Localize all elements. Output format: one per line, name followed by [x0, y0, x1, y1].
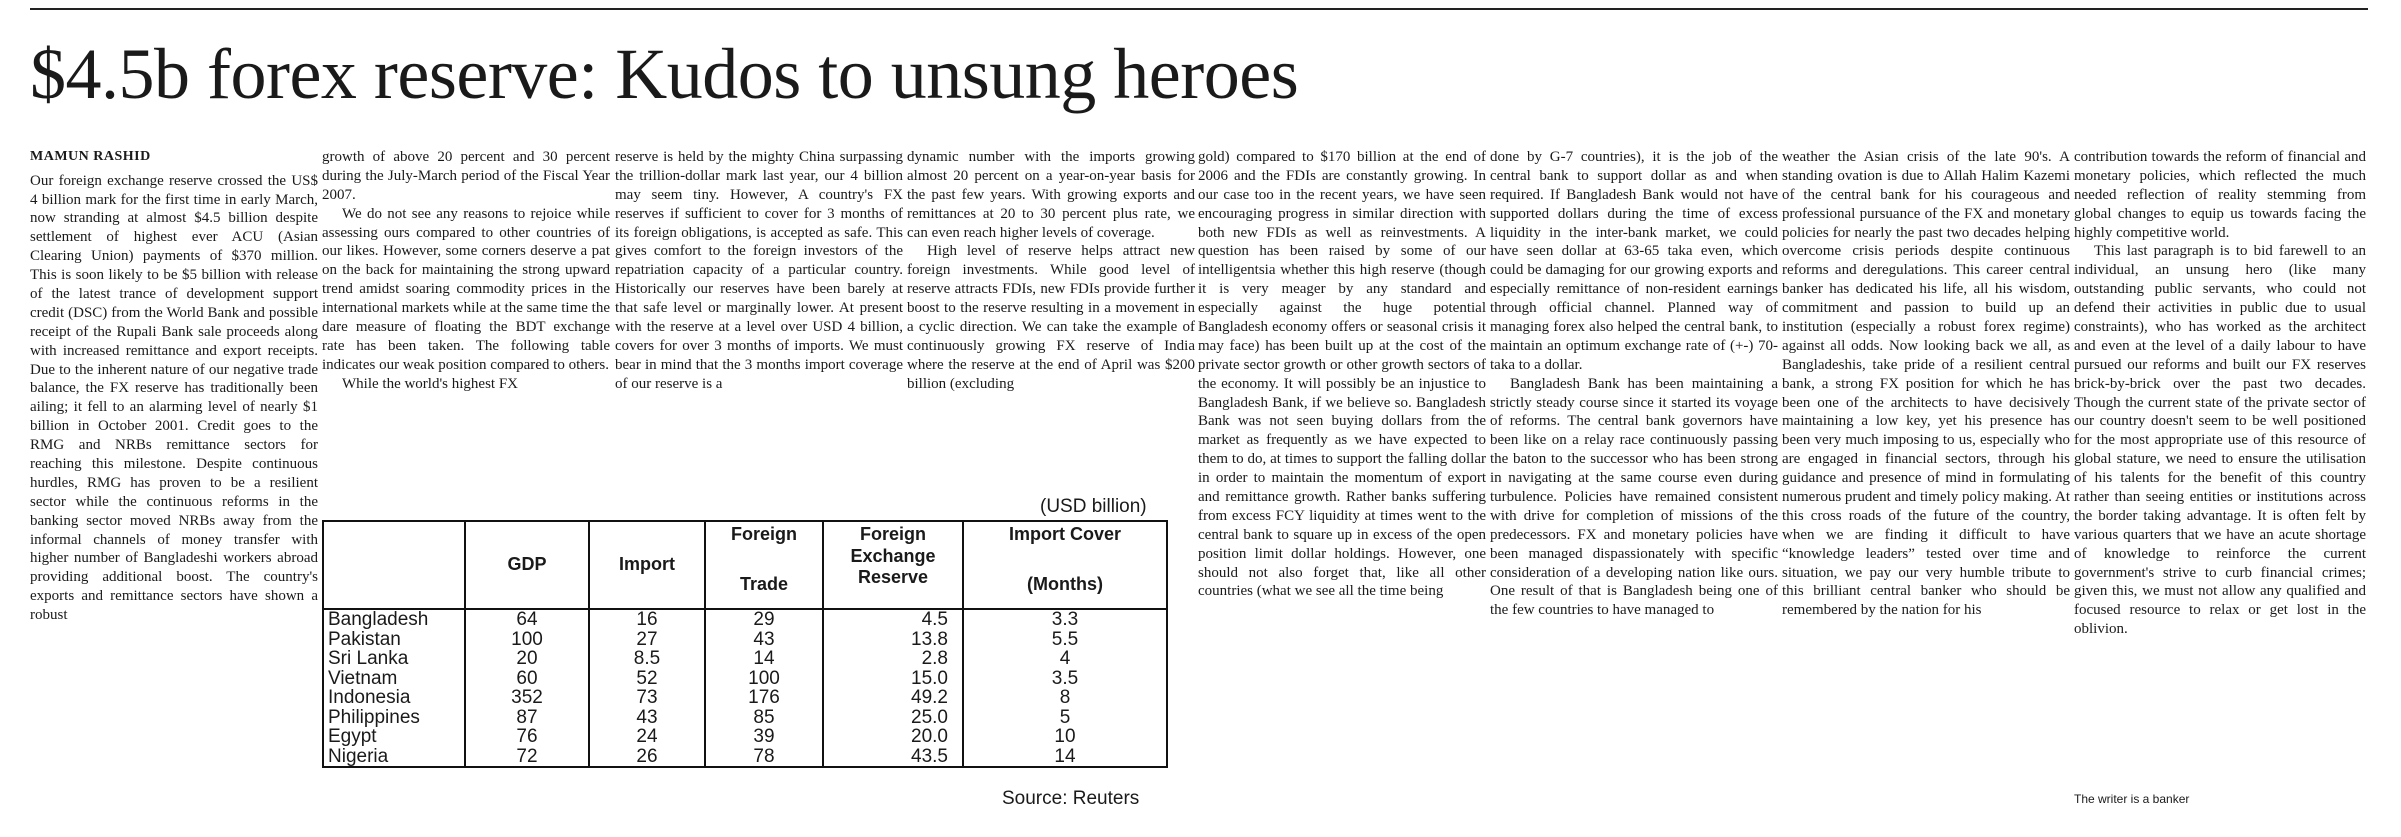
header-import-cover-top: Import Cover — [1008, 524, 1122, 544]
header-fx-reserve-line1: Foreign — [860, 524, 926, 544]
article-column-2 — [322, 148, 610, 508]
cell-import-cover: 14 — [963, 747, 1167, 768]
header-fx-reserve — [823, 521, 963, 609]
table-row — [323, 630, 1167, 650]
table-source-label: Source: Reuters — [1002, 788, 1140, 809]
cell-import-cover: 3.3 — [963, 609, 1167, 630]
header-foreign-trade-bottom: Trade — [739, 573, 789, 594]
author-footnote: The writer is a banker — [2074, 792, 2190, 806]
header-import-cover-bottom: (Months) — [1027, 573, 1103, 594]
cell-import: 26 — [589, 747, 705, 768]
cell-fx-reserve: 49.2 — [823, 688, 963, 708]
cell-foreign-trade: 176 — [705, 688, 823, 708]
paragraph: dynamic number with the imports growing almost 20 percent on a year-on-year basis for the past few years. With growing exports and remittances at 20 to 30 percent plus rate, we can even reach higher levels of coverage. — [907, 149, 1195, 241]
paragraph: growth of above 20 percent and 30 percent during the July-March period of the Fiscal Year 2007. — [322, 149, 610, 203]
cell-country: Bangladesh — [328, 609, 429, 630]
article-column-6 — [1490, 148, 1778, 620]
cell-import: 52 — [589, 669, 705, 689]
article-column-3 — [615, 148, 903, 508]
table-unit-label: (USD billion) — [1040, 496, 1147, 517]
table-row — [323, 609, 1167, 630]
header-fx-reserve-line2: Exchange — [850, 545, 936, 566]
paragraph: done by G-7 countries), it is the job of the central bank to support dollar as and when required. If Bangladesh Bank would not have supported dollars during the time of excess liquidity in the inter-bank market, we could have seen dollar at 63-65 taka even, which could be damaging for our growing exports and especially remittance of non-resident earnings through official channel. Planned way of managing forex also helped the central bank, to maintain an optimum exchange rate of (+-) 70- taka to a dollar. — [1490, 149, 1778, 373]
cell-gdp: 87 — [465, 708, 589, 728]
paragraph: We do not see any reasons to rejoice while assessing ours compared to other countries of our likes. However, some corners deserve a pat on the back for maintaining the strong upward trend amidst soaring commodity prices in the international markets while at the same time the dare measure of floating the BDT exchange rate has been taken. The following table indicates our weak position compared to others. — [322, 205, 610, 373]
paragraph: reserve is held by the mighty China surpassing the trillion-dollar mark last year, our 4 billion may seem tiny. However, A country's FX reserves if sufficient to cover for 3 months of its foreign obligations, is accepted as safe. This gives comfort to the foreign investors of the repatriation capacity of a particular country. Historically our reserves have been barely at that safe level or marginally lower. At present with the reserve at a level over USD 4 billion, covers for over 3 months of imports. We must bear in mind that the 3 months import coverage of our reserve is a — [615, 149, 903, 392]
cell-import: 73 — [589, 688, 705, 708]
cell-fx-reserve: 20.0 — [823, 727, 963, 747]
cell-foreign-trade: 29 — [705, 609, 823, 630]
header-import-cover — [963, 521, 1167, 609]
cell-gdp: 72 — [465, 747, 589, 768]
cell-foreign-trade: 39 — [705, 727, 823, 747]
cell-foreign-trade: 100 — [705, 669, 823, 689]
cell-import: 24 — [589, 727, 705, 747]
paragraph: This last paragraph is to bid farewell to an individual, an unsung hero (like many outstanding public servants, who could not defend their activities in public due to usual constraints), who has worked as the architect and even at the level of a daily labour to have pursued our reforms and built our FX reserves brick-by-brick over the past two decades. Though the current state of the private sector of our country doesn't seem to be well positioned for the most appropriate use of this resource of global stature, we need to ensure the utilisation of his talents for the benefit of this country rather than seeing entities or institutions across the border taking advantage. It is often felt by various quarters that we have an acute shortage of knowledge to reinforce the current government's strive to curb financial crimes; given this, we must not allow any qualified and focused resource to relax or get lost in the oblivion. — [2074, 243, 2366, 638]
table-header-row — [323, 521, 1167, 609]
cell-import-cover: 4 — [963, 649, 1167, 669]
cell-gdp: 76 — [465, 727, 589, 747]
byline: MAMUN RASHID — [30, 149, 151, 164]
cell-gdp: 64 — [465, 609, 589, 630]
cell-fx-reserve: 13.8 — [823, 630, 963, 650]
cell-import-cover: 5 — [963, 708, 1167, 728]
paragraph: weather the Asian crisis of the late 90's. A standing ovation is due to Allah Halim Kazemi of the central bank for his courageous and professional pursuance of the FX and monetary policies for nearly the past two decades helping overcome crisis periods despite continuous reforms and deregulations. This career central banker has dedicated his life, all his wisdom, commitment and passion to build up an institution (especially a robust forex regime) against all odds. Now looking back we all, as Bangladeshis, take pride of a resilient central bank, a strong FX position for which he has been one of the architects to have decisively maintaining a low key, yet his presence has been very much imposing to us, especially who are engaged in financial sectors, through his guidance and presence of mind in formulating numerous prudent and timely policy making. At this cross roads of the future of the country, when we are finding it difficult to have “knowledge leaders” tested over time and situation, we pay our very humble tribute to this brilliant central banker who should be remembered by the nation for his — [1782, 149, 2070, 619]
paragraph: Our foreign exchange reserve crossed the US$ 4 billion mark for the first time in early March, now stranding at almost $4.5 billion despite settlement of highest ever ACU (Asian Clearing Union) payments of $370 million. This is soon likely to be $5 billion with release of the latest trance of development support credit (DSC) from the World Bank and possible receipt of the Rupali Bank sale proceeds along with increased remittance and export receipts. Due to the inherent nature of our negative trade balance, the FX reserve has traditionally been ailing; it fell to an alarming level of nearly $1 billion in October 2001. Credit goes to the RMG and NRBs remittance sectors for reaching this milestone. Despite continuous hurdles, RMG has proven to be a resilient sector while the continuous reforms in the banking sector moved NRBs away from the informal channels of money transfer with higher number of Bangladeshi workers abroad providing additional boost. The country's exports and remittance sectors have shown a robust — [30, 172, 318, 624]
article-column-5 — [1198, 148, 1486, 601]
cell-import-cover: 5.5 — [963, 630, 1167, 650]
cell-country: Sri Lanka — [328, 648, 409, 669]
cell-fx-reserve: 4.5 — [823, 609, 963, 630]
headline: $4.5b forex reserve: Kudos to unsung heroes — [30, 34, 1299, 114]
paragraph: While the world's highest FX — [342, 375, 519, 392]
header-country — [323, 521, 465, 609]
cell-fx-reserve: 25.0 — [823, 708, 963, 728]
cell-foreign-trade: 14 — [705, 649, 823, 669]
cell-country: Pakistan — [328, 628, 401, 650]
table-body — [323, 609, 1167, 767]
header-foreign-trade — [705, 521, 823, 609]
cell-fx-reserve: 43.5 — [823, 747, 963, 768]
header-fx-reserve-line3: Reserve — [857, 567, 929, 588]
cell-foreign-trade: 43 — [705, 630, 823, 650]
cell-gdp: 60 — [465, 669, 589, 689]
cell-import: 27 — [589, 630, 705, 650]
cell-foreign-trade: 85 — [705, 708, 823, 728]
table-row — [323, 727, 1167, 747]
table-row — [323, 688, 1167, 708]
cell-import-cover: 3.5 — [963, 669, 1167, 689]
cell-import: 8.5 — [589, 649, 705, 669]
paragraph: High level of reserve helps attract new foreign investments. While good level of reserve attracts FDIs, new FDIs provide further boost to the reserve resulting in a movement in a cyclic direction. We can take the example of continuously growing FX reserve of India where the reserve at the end of April was $200 billion (excluding — [907, 243, 1195, 392]
cell-import: 43 — [589, 708, 705, 728]
header-import: Import — [589, 521, 705, 609]
cell-import-cover: 8 — [963, 688, 1167, 708]
cell-fx-reserve: 15.0 — [823, 669, 963, 689]
cell-gdp: 352 — [465, 688, 589, 708]
cell-country: Indonesia — [328, 687, 411, 708]
cell-gdp: 20 — [465, 649, 589, 669]
cell-country: Egypt — [328, 726, 377, 747]
table-row — [323, 747, 1167, 768]
cell-import: 16 — [589, 609, 705, 630]
top-rule — [30, 8, 2368, 10]
article-column-7 — [1782, 148, 2070, 620]
table-row — [323, 669, 1167, 689]
article-column-4 — [907, 148, 1195, 508]
header-foreign-trade-top: Foreign — [731, 524, 797, 544]
cell-fx-reserve: 2.8 — [823, 649, 963, 669]
table-row — [323, 708, 1167, 728]
paragraph: gold) compared to $170 billion at the end of 2006 and the FDIs are constantly growing. In our case too in the recent years, we have seen encouraging progress in similar direction with both new FDIs as well as reinvestments. A question has been raised by some of our intelligentsia whether this high reserve (though it is very meager by any standard and especially against the huge potential Bangladesh economy offers or seasonal crisis it may face) has been built up at the cost of the private sector growth or other growth sectors of the economy. It will possibly be an injustice to Bangladesh Bank, if we believe so. Bangladesh Bank was not seen buying dollars from the market as frequently as we have expected to them to do, at times to support the falling dollar in order to maintain the momentum of export and remittance growth. Rather banks suffering from excess FCY liquidity at times went to the central bank to square up in excess of the open position limit dollar holdings. However, one should not also forget that, like all other countries (what we see all the time being — [1198, 149, 1486, 600]
cell-gdp: 100 — [465, 630, 589, 650]
header-gdp: GDP — [465, 521, 589, 609]
cell-import-cover: 10 — [963, 727, 1167, 747]
article-column-1 — [30, 148, 318, 625]
article-column-8 — [2074, 148, 2366, 639]
paragraph: contribution towards the reform of financial and monetary policies, which reflected the much needed reflection of reality stemming from global changes to equip us towards facing the highly competitive world. — [2074, 149, 2366, 241]
cell-country: Nigeria — [328, 745, 389, 767]
cell-country: Philippines — [328, 706, 420, 728]
paragraph: Bangladesh Bank has been maintaining a strictly steady course since it started its voyage of reforms. The central bank governors have been like on a relay race continuously passing the baton to the successor who has been strong in navigating at the same course even during turbulence. Policies have remained consistent with drive for completion of missions of the predecessors. FX and monetary policies have been managed dispassionately with specific consideration of a developing nation like ours. One result of that is Bangladesh being one of the few countries to have managed to — [1490, 375, 1778, 619]
cell-country: Vietnam — [328, 667, 398, 689]
table-row — [323, 649, 1167, 669]
reserve-comparison-table — [322, 520, 1168, 768]
cell-foreign-trade: 78 — [705, 747, 823, 768]
